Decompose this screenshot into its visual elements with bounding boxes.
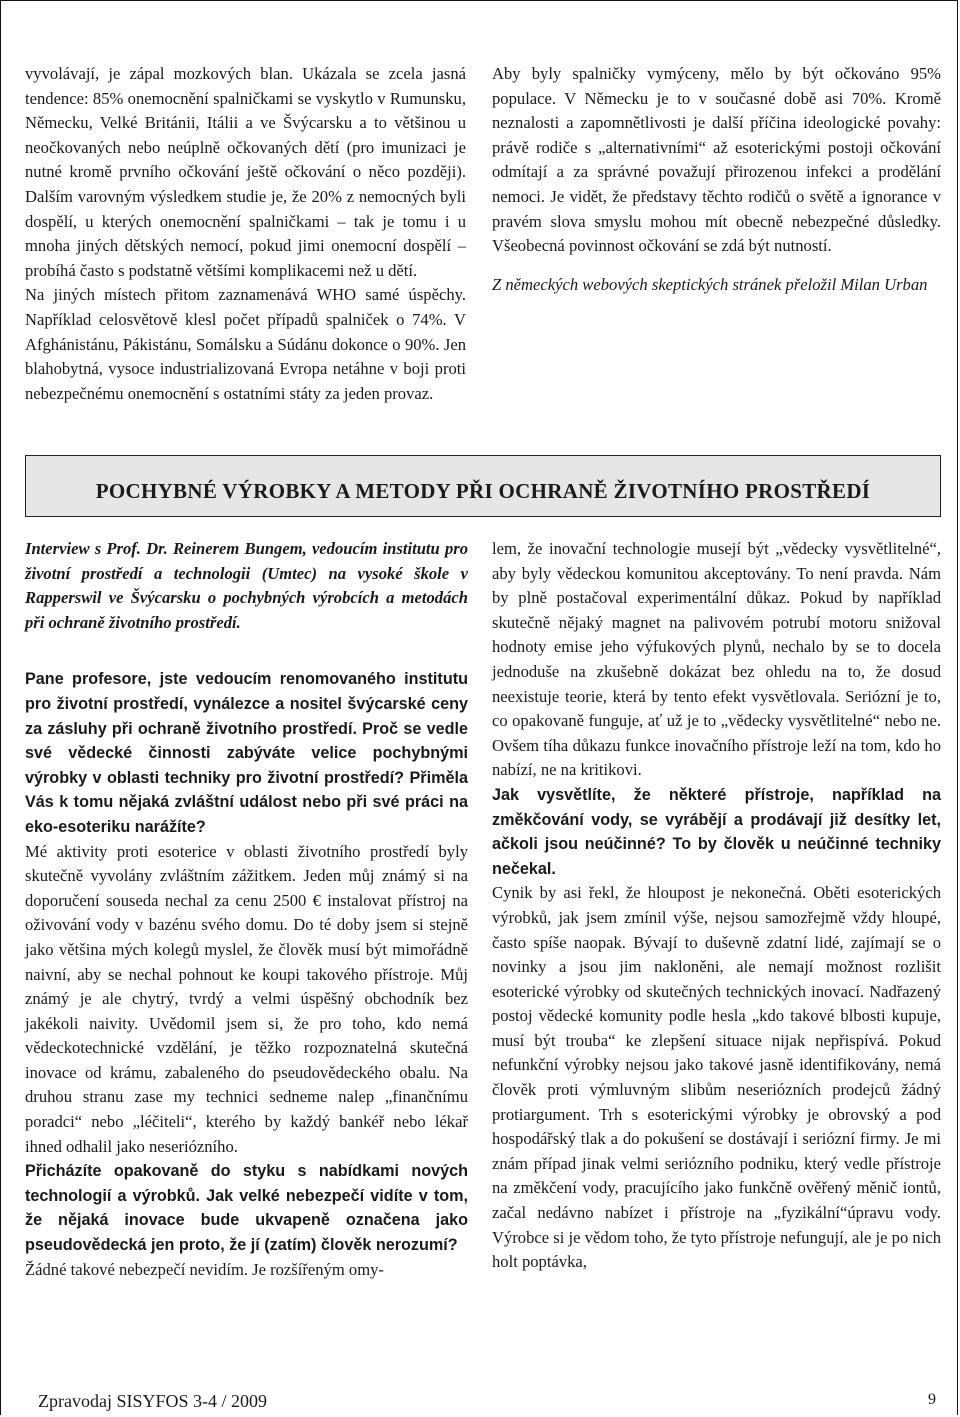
interview-answer: Cynik by asi řekl, že hloupost je nekonečná. Oběti esoterických výrobků, jak jsem zmínil výše, nejsou samozřejmě vždy hloupé, často spíše naopak. Bývají to duševně zdatní lidé, zajímají se o novinky a jsou jim nakloněni, ale nemají možnost rozlišit esoterické výrobky od skutečných technických inovací. Nadřazený postoj vědecké komunity podle hesla „kdo takové blbosti kupuje, musí být trouba“ ke zlepšení situace nijak nepřispívá. Pokud nefunkční výrobky nejsou jako takové jasně identifikovány, nemá člověk proti výmluvným slibům neseriózních prodejců žádný protiargument. Trh s esoterickými výrobky je obrovský a pod hospodářský tlak a do pokušení se dostávají i seriózní firmy. Je mi znám případ jinak velmi seriózního podniku, který vedle přístroje na změkčení vody, pracujícího jako funkčně ověřený měnič iontů, začal nedávno nabízet i přístroje na „fyzikální“úpravu vody. Výrobce si je vědom toho, že tyto přístroje nefungují, ale je po nich holt poptávka, [492, 883, 941, 1272]
article-paragraph: Na jiných místech přitom zaznamenává WHO samé úspěchy. Například celosvětově klesl počet případů spalniček o 74%. V Afghánistánu, Pákistánu, Somálsku a Súdánu dokonce o 90%. Jen blahobytná, vysoce industrializovaná Evropa netáhne v boji proti nebezpečnému onemocnění s ostatními státy za jeden provaz. [25, 285, 466, 403]
section-banner [25, 455, 941, 517]
interview-answer: Žádné takové nebezpečí nevidím. Je rozšířeným omy- [25, 1259, 384, 1279]
translator-signature: Z německých webových skeptických stránek přeložil Milan Urban [492, 274, 928, 294]
article-top-right-column [492, 62, 941, 297]
section-title: POCHYBNÉ VÝROBKY A METODY PŘI OCHRANĚ ŽIVOTNÍHO PROSTŘEDÍ [95, 478, 871, 503]
interview-question: Přicházíte opakovaně do styku s nabídkami nových technologií a výrobků. Jak velké nebezpečí vidíte v tom, že nějaká inovace bude ukvapeně označena jako pseudovědecká jen proto, že jí (zatím) člověk nerozumí? [25, 1162, 468, 1255]
interview-left-column [25, 537, 468, 1282]
interview-right-column [492, 537, 941, 1275]
article-paragraph: Aby byly spalničky vymýceny, mělo by být očkováno 95% populace. V Německu je to v současné době asi 70%. Kromě neznalosti a zapomnětlivosti je další příčina ideologické povahy: právě rodiče s „alternativními“ až esoterickými postoji očkování odmítají a za správné považují přirozenou infekci a prodělání nemoci. Je vidět, že představy těchto rodičů o světě a ignorance v pravém slova smyslu mohou mít obecně nebezpečné důsledky. Všeobecná povinnost očkování se zdá být nutností. [492, 64, 941, 256]
page-number: 9 [928, 1391, 936, 1408]
article-top-left-column [25, 62, 466, 406]
interview-intro: Interview s Prof. Dr. Reinerem Bungem, vedoucím institutu pro životní prostředí a technologii (Umtec) na vysoké škole v Rapperswil ve Švýcarsku o pochybných výrobcích a metodách při ochraně životního prostředí. [25, 539, 468, 632]
interview-question: Jak vysvětlíte, že některé přístroje, například na změkčování vody, se vyrábějí a prodávají již desítky let, ačkoli jsou neúčinné? To by člověk u neúčinné techniky nečekal. [492, 785, 941, 878]
interview-question: Pane profesore, jste vedoucím renomovaného institutu pro životní prostředí, vynálezce a nositel švýcarské ceny za zásluhy při ochraně životního prostředí. Proč se vedle své vědecké činnosti zabýváte velice pochybnými výrobky v oblasti techniky pro životní prostředí? Přiměla Vás k tomu nějaká zvláštní událost nebo při své práci na eko-esoteriku narážíte? [25, 670, 468, 836]
publication-footer: Zpravodaj SISYFOS 3-4 / 2009 [38, 1391, 267, 1411]
interview-answer-continued: lem, že inovační technologie musejí být „vědecky vysvětlitelné“, aby byly vědeckou komunitou akceptovány. To není pravda. Nám by plně postačoval experimentální důkaz. Pokud by například skutečně nějaký magnet na palivovém potrubí motoru snižoval hodnoty emise jeho výfukových plynů, nechalo by se to docela jednoduše na zkušebně dokázat bez ohledu na to, že dosud neexistuje teorie, která by tento efekt vysvětlovala. Seriózní je to, co opakovaně funguje, ať už je to „vědecky vysvětlitelné“ nebo ne. Ovšem tíha důkazu funkce inovačního přístroje leží na tom, kdo ho nabízí, ne na kritikovi. [492, 539, 941, 780]
interview-answer: Mé aktivity proti esoterice v oblasti životního prostředí byly skutečně vyvolány zvláštním zážitkem. Jeden můj známý si na doporučení souseda nechal za cenu 2500 € instalovat přístroj na oživování vody v bazénu svého domu. Do té doby jsem si stejně jako většina mých kolegů myslel, že člověk musí být mimořádně naivní, aby se nechal pohnout ke koupi takového přístroje. Můj známý je ale chytrý, tvrdý a velmi úspěšný obchodník bez jakékoli naivity. Uvědomil jsem si, že pro toho, kdo nemá vědeckotechnické vzdělání, je těžko rozpoznatelná skutečná inovace od krámu, zabaleného do pseudovědeckého obalu. Na druhou stranu zase my technici sedneme nalep „finančnímu poradci“ nebo „léčiteli“, kterého by každý bankéř nebo lékař ihned odhalil jako neseriózního. [25, 841, 468, 1156]
article-paragraph: vyvolávají, je zápal mozkových blan. Ukázala se zcela jasná tendence: 85% onemocnění spalničkami se vyskytlo v Rumunsku, Německu, Velké Británii, Itálii a ve Švýcarsku a to většinou u neočkovaných nebo neúplně očkovaných dětí (pro imunizaci je nutné kromě prvního očkování ještě očkování o něco později). Dalším varovným výsledkem studie je, že 20% z nemocných byli dospělí, u kterých onemocnění spalničkami – tak je tomu i u mnoha jiných dětských nemocí, pokud jimi onemocní dospělí – probíhá často s podstatně většími komplikacemi než u dětí. [25, 64, 466, 280]
